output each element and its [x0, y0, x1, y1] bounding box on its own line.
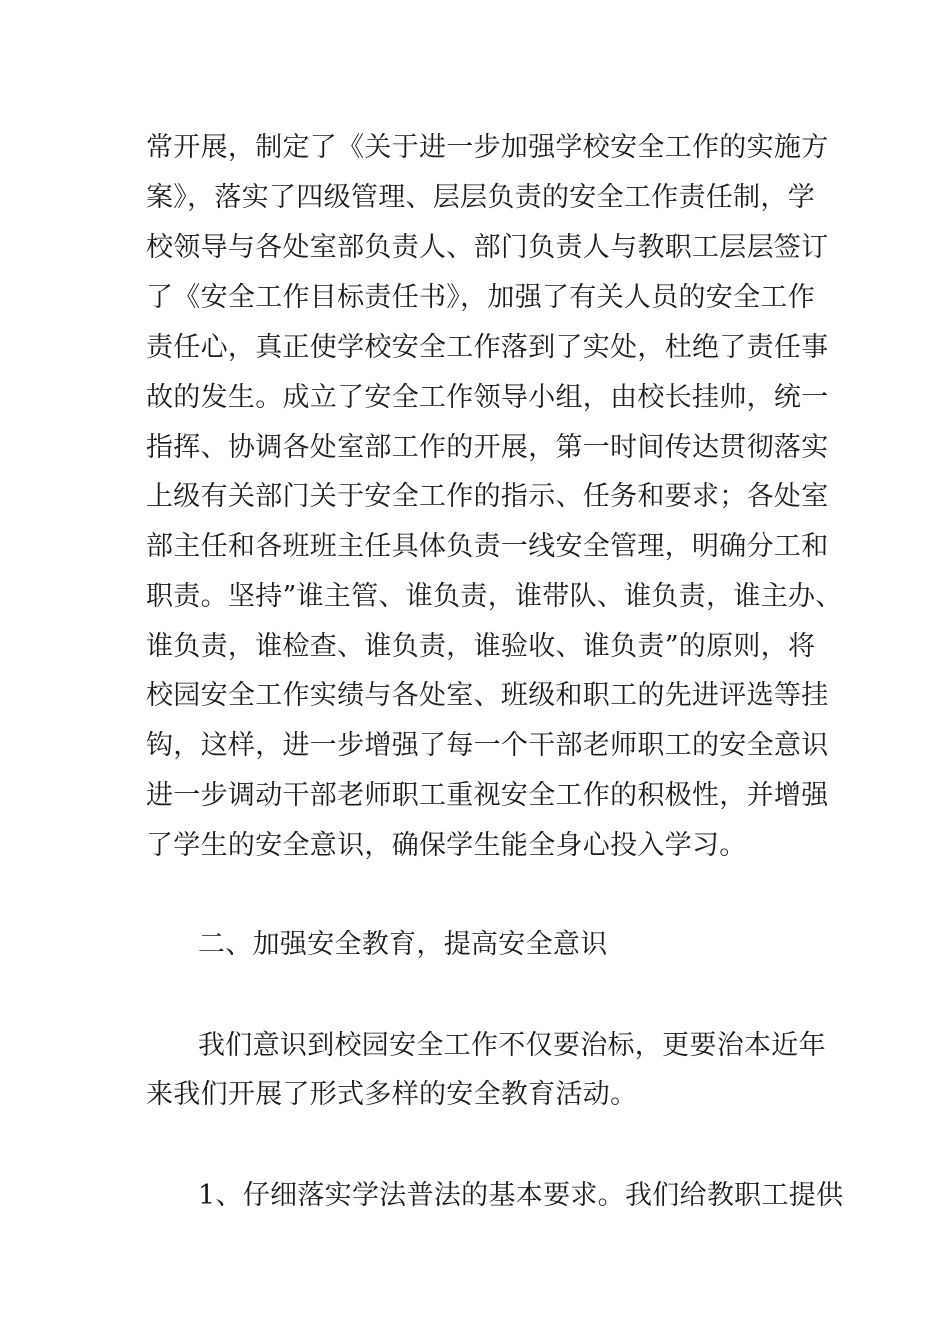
section-heading-2: 二、加强安全教育，提高安全意识: [198, 929, 608, 960]
paragraph-1-line-9: 部主任和各班班主任具体负责一线安全管理，明确分工和: [146, 531, 829, 562]
paragraph-1-line-8: 上级有关部门关于安全工作的指示、任务和要求；各处室: [146, 481, 829, 512]
paragraph-3-line-1: 1、仔细落实学法普法的基本要求。我们给教职工提供: [198, 1180, 844, 1211]
paragraph-1-line-5: 责任心，真正使学校安全工作落到了实处，杜绝了责任事: [146, 332, 829, 363]
paragraph-1-line-1: 常开展，制定了《关于进一步加强学校安全工作的实施方: [146, 132, 829, 163]
paragraph-1-line-6: 故的发生。成立了安全工作领导小组，由校长挂帅，统一: [146, 382, 829, 413]
paragraph-1-line-13: 钩，这样，进一步增强了每一个干部老师职工的安全意识: [146, 730, 829, 761]
paragraph-1-line-3: 校领导与各处室部负责人、部门负责人与教职工层层签订: [146, 232, 829, 263]
paragraph-1-line-4: 了《安全工作目标责任书》，加强了有关人员的安全工作: [146, 282, 815, 313]
paragraph-1-line-15: 了学生的安全意识，确保学生能全身心投入学习。: [146, 830, 747, 861]
paragraph-1-line-10: 职责。坚持”谁主管、谁负责，谁带队、谁负责，谁主办、: [146, 581, 843, 612]
paragraph-1-line-12: 校园安全工作实绩与各处室、班级和职工的先进评选等挂: [146, 680, 829, 711]
paragraph-1-line-7: 指挥、协调各处室部工作的开展，第一时间传达贯彻落实: [146, 432, 829, 463]
paragraph-1-line-11: 谁负责，谁检查、谁负责，谁验收、谁负责”的原则，将: [146, 631, 816, 662]
paragraph-2-line-2: 来我们开展了形式多样的安全教育活动。: [146, 1079, 638, 1110]
paragraph-1-line-2: 案》，落实了四级管理、层层负责的安全工作责任制，学: [146, 182, 815, 213]
paragraph-1-line-14: 进一步调动干部老师职工重视安全工作的积极性，并增强: [146, 780, 829, 811]
paragraph-2-line-1: 我们意识到校园安全工作不仅要治标，更要治本近年: [198, 1030, 826, 1061]
